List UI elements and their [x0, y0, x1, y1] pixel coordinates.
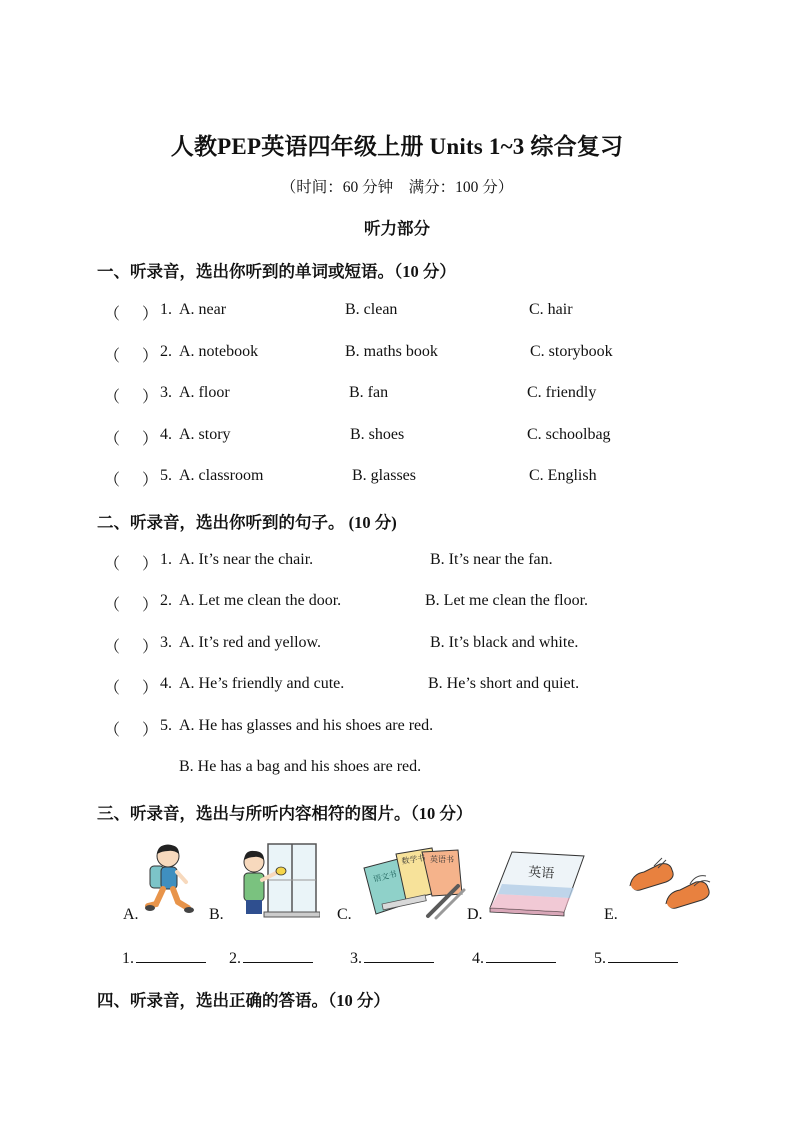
answer-paren-right: ） — [142, 389, 159, 406]
option-c: C. hair — [529, 301, 573, 318]
answer-blank-1[interactable]: 1. — [122, 946, 206, 968]
answer-paren-right: ） — [142, 431, 159, 448]
question-number: 4. — [160, 426, 172, 443]
part-title: 听力部分 — [364, 219, 430, 238]
question-number: 5. — [160, 717, 172, 734]
option-a: A. notebook — [179, 343, 259, 360]
list-item — [0, 426, 794, 450]
answer-blank-5[interactable]: 5. — [594, 946, 678, 968]
option-a: A. floor — [179, 384, 230, 401]
list-item — [0, 343, 794, 367]
answer-paren-right: ） — [142, 680, 159, 697]
option-b: B. Let me clean the floor. — [425, 592, 589, 609]
question-number: 4. — [160, 675, 172, 692]
option-c: C. schoolbag — [527, 426, 611, 443]
question-number: 3. — [160, 384, 172, 401]
option-b: B. shoes — [350, 426, 405, 443]
maths-book-label: 数学书 — [400, 853, 427, 866]
answer-paren-right: ） — [142, 556, 159, 573]
answer-paren-right: ） — [142, 348, 159, 365]
picture-label-b: B. — [209, 906, 224, 923]
answer-paren-right: ） — [142, 306, 159, 323]
answer-paren-left[interactable]: （ — [104, 472, 121, 489]
list-item — [0, 758, 794, 782]
list-item — [0, 384, 794, 408]
option-a: A. near — [179, 301, 227, 318]
chinese-book-label: 语文书 — [372, 869, 398, 884]
question-number: 2. — [160, 343, 172, 360]
picture-label-e: E. — [604, 906, 618, 923]
option-b: B. He has a bag and his shoes are red. — [179, 758, 422, 775]
answer-paren-left[interactable]: （ — [104, 348, 121, 365]
exam-info: （时间：60 分钟 满分：100 分） — [280, 179, 514, 196]
list-item — [0, 634, 794, 658]
english-book-label-c: 英语书 — [430, 855, 454, 864]
english-book-title: 英语 — [527, 865, 555, 882]
option-b: B. It’s near the fan. — [430, 551, 553, 568]
books-and-pencils-icon — [362, 846, 468, 920]
question-number: 1. — [160, 301, 172, 318]
answer-paren-right: ） — [142, 597, 159, 614]
answer-blank-4[interactable]: 4. — [472, 946, 556, 968]
question-number: 5. — [160, 467, 172, 484]
list-item — [0, 467, 794, 491]
answer-blank-3[interactable]: 3. — [350, 946, 434, 968]
list-item — [0, 301, 794, 325]
picture-label-a: A. — [123, 906, 139, 923]
option-a: A. story — [179, 426, 231, 443]
answer-paren-left[interactable]: （ — [104, 306, 121, 323]
list-item — [0, 592, 794, 616]
option-a: A. He has glasses and his shoes are red. — [179, 717, 434, 734]
option-a: A. Let me clean the door. — [179, 592, 342, 609]
question-number: 2. — [160, 592, 172, 609]
option-b: B. He’s short and quiet. — [428, 675, 580, 692]
question-number: 1. — [160, 551, 172, 568]
answer-paren-left[interactable]: （ — [104, 680, 121, 697]
answer-paren-right: ） — [142, 472, 159, 489]
option-a: A. It’s red and yellow. — [179, 634, 322, 651]
list-item — [0, 551, 794, 575]
question-number: 3. — [160, 634, 172, 651]
option-c: C. friendly — [527, 384, 597, 401]
answer-blank-2[interactable]: 2. — [229, 946, 313, 968]
option-b: B. maths book — [345, 343, 438, 360]
option-b: B. glasses — [352, 467, 416, 484]
page-title: 人教PEP英语四年级上册 Units 1~3 综合复习 — [170, 134, 624, 159]
answer-paren-left[interactable]: （ — [104, 597, 121, 614]
answer-paren-right: ） — [142, 639, 159, 656]
section2-heading: 二、听录音，选出你听到的句子。 (10 分) — [97, 513, 397, 532]
option-b: B. It’s black and white. — [430, 634, 579, 651]
section4-heading: 四、听录音，选出正确的答语。（10 分） — [97, 991, 390, 1010]
picture-label-c: C. — [337, 906, 352, 923]
option-b: B. clean — [345, 301, 398, 318]
section1-heading: 一、听录音，选出你听到的单词或短语。（10 分） — [97, 262, 456, 281]
option-c: C. English — [529, 467, 597, 484]
answer-paren-left[interactable]: （ — [104, 389, 121, 406]
boy-cleaning-window-icon — [238, 840, 320, 920]
english-book-icon — [488, 850, 586, 918]
answer-paren-left[interactable]: （ — [104, 431, 121, 448]
running-boy-with-schoolbag-icon — [144, 842, 196, 918]
answer-paren-right: ） — [142, 722, 159, 739]
answer-paren-left[interactable]: （ — [104, 639, 121, 656]
option-b: B. fan — [349, 384, 389, 401]
section3-heading: 三、听录音，选出与所听内容相符的图片。（10 分） — [97, 804, 473, 823]
picture-label-d: D. — [467, 906, 483, 923]
list-item — [0, 675, 794, 699]
option-a: A. classroom — [179, 467, 264, 484]
answer-paren-left[interactable]: （ — [104, 722, 121, 739]
option-a: A. He’s friendly and cute. — [179, 675, 345, 692]
sneakers-icon — [626, 852, 716, 922]
answer-paren-left[interactable]: （ — [104, 556, 121, 573]
option-c: C. storybook — [530, 343, 613, 360]
option-a: A. It’s near the chair. — [179, 551, 314, 568]
list-item — [0, 717, 794, 741]
